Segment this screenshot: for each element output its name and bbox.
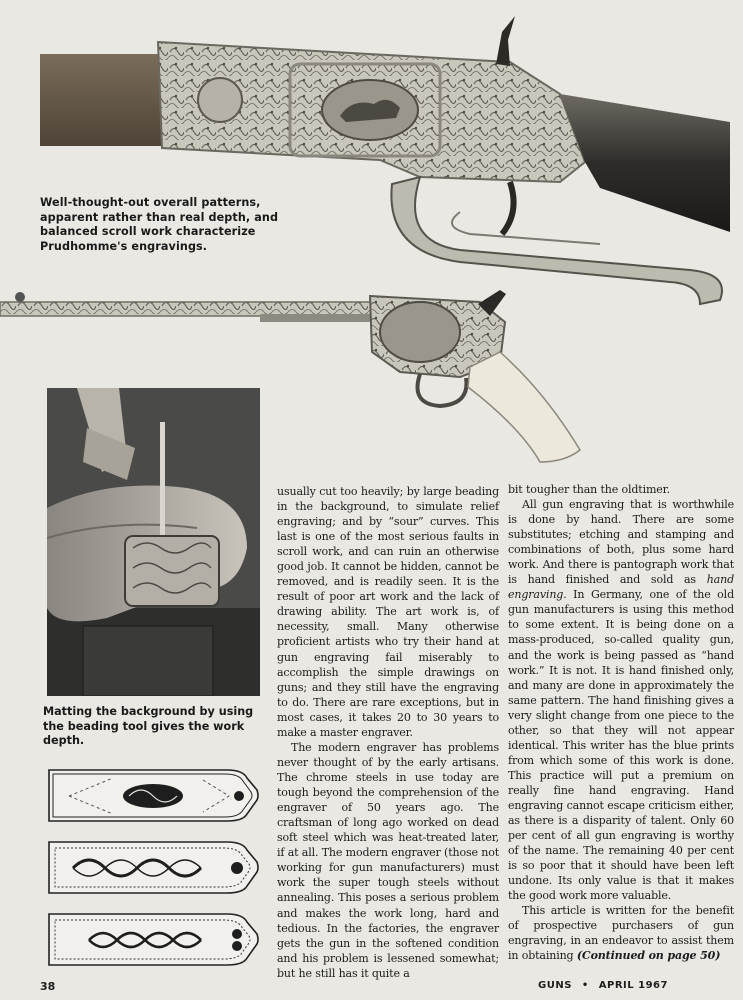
matting-photo bbox=[47, 388, 260, 696]
article-text: In Germany, one of the old gun manufacturers is using this method to some extent. It is being done on a mass-produced, so-called quality gun, and the work is being passed as “hand work.” It is not. It is hand finished only, and many are done in approximately the same pattern. The hand finishing gives a very slight change from one piece to the other, so that they will not appear identical. This writer has the blue prints from which some of this work is done. This practice will put a premium on really fine hand engraving. Hand engraving cannot escape criticism either, as there is a disparity of talent. Only 60 per cent of all gun engraving is worthy of the name. The remaining 40 per cent is so poor that it should have been left undone. Its only value is that it makes the good work more valuable. bbox=[508, 588, 734, 903]
page-number: 38 bbox=[40, 980, 56, 993]
article-paragraph: usually cut too heavily; by large beading in the background, to simulate relief engraving; and by “sour” curves. This last is one of the most serious faults in scroll work, and can ruin an otherwise good job. It cannot be hidden, cannot be removed, and is readily seen. It is the result of poor art work and the lack of drawing ability. The art work is, of necessity, small. Many otherwise proficient artists who try their hand at gun engraving fail miserably to accomplish the simple drawings on guns; and they still have the engraving to do. There are rare exceptions, but in most cases, it takes 20 to 30 years to make a master engraver. bbox=[277, 485, 499, 739]
continued-note: (Continued on page 50) bbox=[576, 949, 721, 963]
matting-photo-illustration bbox=[47, 388, 260, 696]
engraving-plate-diagram-1 bbox=[43, 768, 261, 823]
article-column-middle-lower bbox=[277, 740, 499, 981]
article-paragraph bbox=[508, 903, 734, 963]
matting-caption: Matting the background by using the beading tool gives the work depth. bbox=[43, 705, 254, 748]
article-column-middle bbox=[277, 484, 499, 740]
engraving-plate-diagram-2 bbox=[43, 840, 261, 895]
footer-magazine: GUNS bbox=[538, 980, 572, 991]
article-paragraph: The modern engraver has problems never thought of by the early artisans. The chrome steels in use today are tough beyond the comprehension of the engraver of 50 years ago. The craftsman of long ago worked on dead soft steel which was heat-treated later, if at all. The modern engraver (those not working for gun manufacturers) must work the super tough steels without annealing. This poses a serious problem and makes the work long, hard and tedious. In the factories, the engraver gets the gun in the softened condition and his problem is lessened somewhat; but he still has it quite a bbox=[277, 741, 499, 980]
article-paragraph bbox=[508, 497, 734, 903]
article-text: All gun engraving that is worthwhile is done by hand. There are some substitutes; etching and stamping and combinations of both, plus some hard work. And there is pantograph work that is hand finished and sold as bbox=[508, 498, 734, 587]
footer-separator: • bbox=[581, 980, 589, 991]
footer-date: APRIL 1967 bbox=[598, 980, 668, 991]
rifle-engraving-photo bbox=[40, 12, 730, 312]
article-paragraph: bit tougher than the oldtimer. bbox=[508, 483, 670, 496]
engraving-plate-diagram-3 bbox=[43, 912, 261, 967]
rifle-caption: Well-thought-out overall patterns, apparent rather than real depth, and balanced scroll work characterize Prudhomme's engravings. bbox=[40, 196, 279, 253]
emphasis-text: hand engraving. bbox=[508, 573, 734, 602]
article-column-right bbox=[508, 482, 734, 964]
footer-issue bbox=[538, 980, 668, 991]
article-text: This article is written for the benefit of prospective purchasers of gun engraving, in an endeavor to assist them in obtaining bbox=[508, 904, 734, 963]
